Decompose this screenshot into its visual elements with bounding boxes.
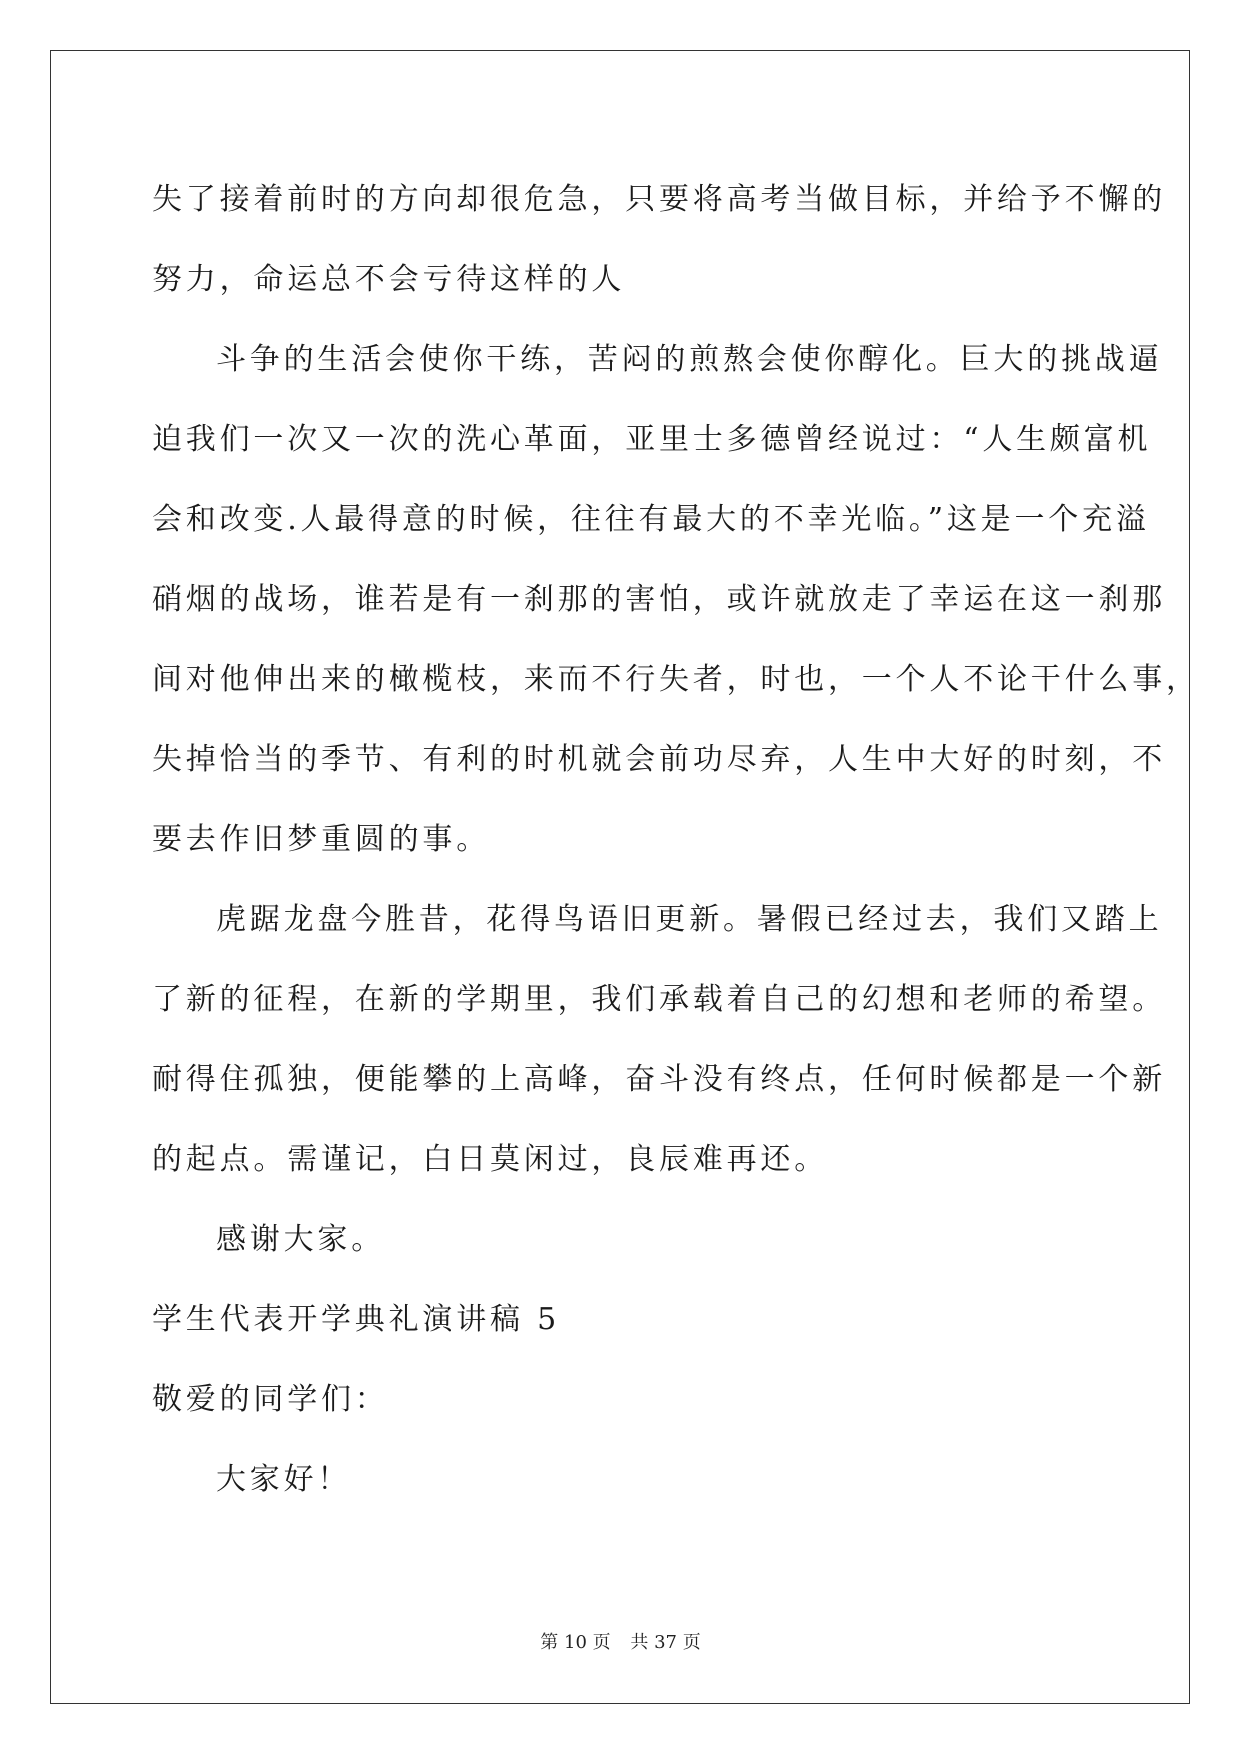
page-footer [0,1628,1241,1654]
text-line: 斗争的生活会使你干练，苦闷的煎熬会使你醇化。巨大的挑战逼 [216,342,1163,377]
text-line: 努力，命运总不会亏待这样的人 [152,262,626,297]
text-line: 会和改变.人最得意的时候，往往有最大的不幸光临。”这是一个充溢 [152,502,1150,537]
document-body [152,160,1200,1520]
text-line: 耐得住孤独，便能攀的上高峰，奋斗没有终点，任何时候都是一个新 [152,1062,1166,1097]
greeting: 大家好！ [216,1462,352,1497]
text-line: 了新的征程，在新的学期里，我们承载着自己的幻想和老师的希望。 [152,982,1166,1017]
page-total: 共 37 页 [630,1632,701,1653]
text-line: 感谢大家。 [216,1222,385,1257]
text-line: 失掉恰当的季节、有利的时机就会前功尽弃，人生中大好的时刻，不 [152,742,1166,777]
text-line: 硝烟的战场，谁若是有一刹那的害怕，或许就放走了幸运在这一刹那 [152,582,1166,617]
section-heading: 学生代表开学典礼演讲稿 5 [152,1302,561,1337]
text-line: 失了接着前时的方向却很危急，只要将高考当做目标，并给予不懈的 [152,182,1166,217]
salutation: 敬爱的同学们： [152,1382,389,1417]
text-line: 间对他伸出来的橄榄枝，来而不行失者，时也，一个人不论干什么事， [152,662,1200,697]
page-number: 第 10 页 [540,1632,611,1653]
text-line: 虎踞龙盘今胜昔，花得鸟语旧更新。暑假已经过去，我们又踏上 [216,902,1163,937]
text-line: 要去作旧梦重圆的事。 [152,822,490,857]
text-line: 迫我们一次又一次的洗心革面，亚里士多德曾经说过：“人生颇富机 [152,422,1152,457]
text-line: 的起点。需谨记，白日莫闲过，良辰难再还。 [152,1142,828,1177]
